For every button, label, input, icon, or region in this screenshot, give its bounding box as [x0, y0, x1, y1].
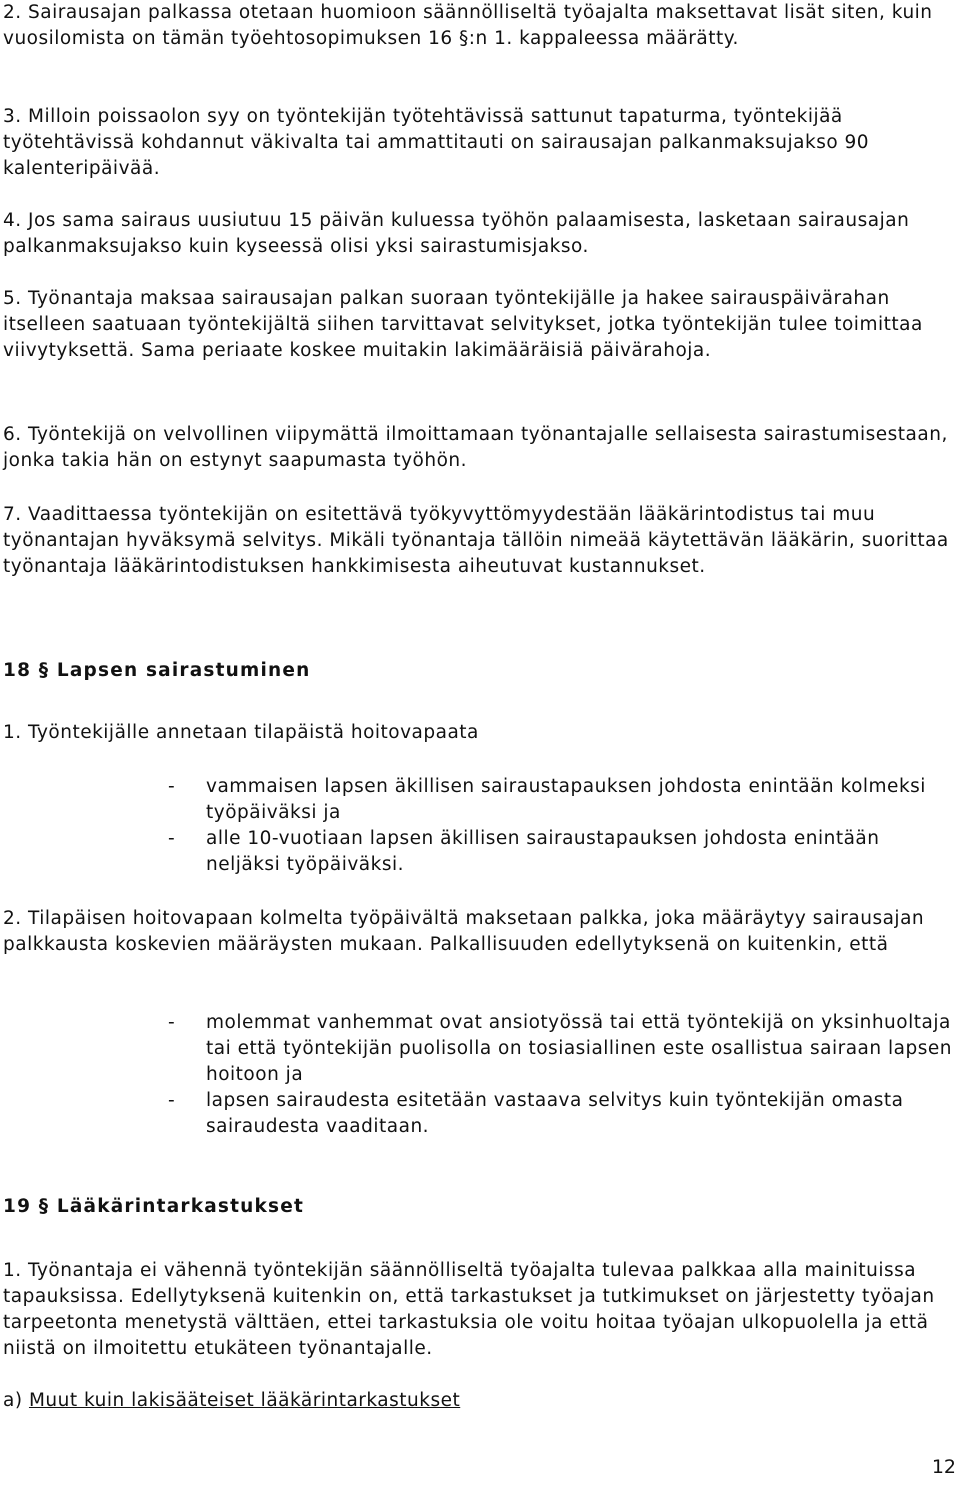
paragraph-7: 7. Vaadittaessa työntekijän on esitettävä työkyvyttömyydestään lääkärintodistus tai muu työnantajan hyväksymä selvitys. Mikäli työnantaja tällöin nimeää käytettävän lääkärin, suorittaa työnantaja lääkärintodistuksen hankkimisesta aiheutuvat kustannukset.: [3, 504, 949, 577]
section-19-heading: 19 § Lääkärintarkastukset: [3, 1196, 305, 1217]
section-18-list-2: [168, 1010, 958, 1140]
list-dash: -: [168, 1090, 176, 1111]
paragraph-3: 3. Milloin poissaolon syy on työntekijän työtehtävissä sattunut tapaturma, työntekijää työtehtävissä kohdannut väkivalta tai ammattitauti on sairausajan palkanmaksujakso 90 kalenteripäivää.: [3, 106, 870, 179]
section-19-paragraph-1: 1. Työnantaja ei vähennä työntekijän säännölliseltä työajalta tulevaa palkkaa alla mainituissa tapauksissa. Edellytyksenä kuitenkin on, että tarkastukset ja tutkimukset on järjestetty työajan tarpeetonta menetystä välttäen, ettei tarkastuksia ole voitu hoitaa työajan ulkopuolella ja että niistä on ilmoitettu etukäteen työnantajalle.: [3, 1260, 935, 1359]
paragraph-5: 5. Työnantaja maksaa sairausajan palkan suoraan työntekijälle ja hakee sairauspäivärahan itselleen saatuaan työntekijältä siihen tarvittavat selvitykset, jotka työntekijän tulee toimittaa viivytyksettä. Sama periaate koskee muitakin lakimääräisiä päivärahoja.: [3, 288, 923, 361]
subheading-a-title: Muut kuin lakisääteiset lääkärintarkastukset: [28, 1390, 461, 1411]
list-dash: -: [168, 1012, 176, 1033]
paragraph-2: 2. Sairausajan palkassa otetaan huomioon säännölliseltä työajalta maksettavat lisät siten, kuin vuosilomista on tämän työehtosopimuksen 16 §:n 1. kappaleessa määrätty.: [3, 2, 933, 49]
section-18-list-1: [168, 774, 958, 878]
section-18-paragraph-1: 1. Työntekijälle annetaan tilapäistä hoitovapaata: [3, 722, 479, 743]
section-19-subheading-a: a) Muut kuin lakisääteiset lääkärintarkastukset: [3, 1390, 461, 1411]
list-item: - vammaisen lapsen äkillisen sairaustapauksen johdosta enintään kolmeksi työpäiväksi ja: [168, 776, 926, 823]
list-item: - molemmat vanhemmat ovat ansiotyössä tai että työntekijä on yksinhuoltaja tai että työntekijän puolisolla on tosiasiallinen este osallistua sairaan lapsen hoitoon ja: [168, 1012, 952, 1085]
list-dash: -: [168, 776, 176, 797]
section-18-paragraph-2: 2. Tilapäisen hoitovapaan kolmelta työpäivältä maksetaan palkka, joka määräytyy sairausajan palkkausta koskevien määräysten mukaan. Palkallisuuden edellytyksenä on kuitenkin, että: [3, 908, 925, 955]
list-item: - alle 10-vuotiaan lapsen äkillisen sairaustapauksen johdosta enintään neljäksi työpäiväksi.: [168, 828, 880, 875]
list-dash: -: [168, 828, 176, 849]
paragraph-6: 6. Työntekijä on velvollinen viipymättä ilmoittamaan työnantajalle sellaisesta sairastumisestaan, jonka takia hän on estynyt saapumasta työhön.: [3, 424, 948, 471]
list-item: - lapsen sairaudesta esitetään vastaava selvitys kuin työntekijän omasta sairaudesta vaaditaan.: [168, 1090, 904, 1137]
page-number: 12: [931, 1456, 956, 1478]
paragraph-4: 4. Jos sama sairaus uusiutuu 15 päivän kuluessa työhön palaamisesta, lasketaan sairausajan palkanmaksujakso kuin kyseessä olisi yksi sairastumisjakso.: [3, 210, 910, 257]
section-18-heading: 18 § Lapsen sairastuminen: [3, 660, 311, 681]
